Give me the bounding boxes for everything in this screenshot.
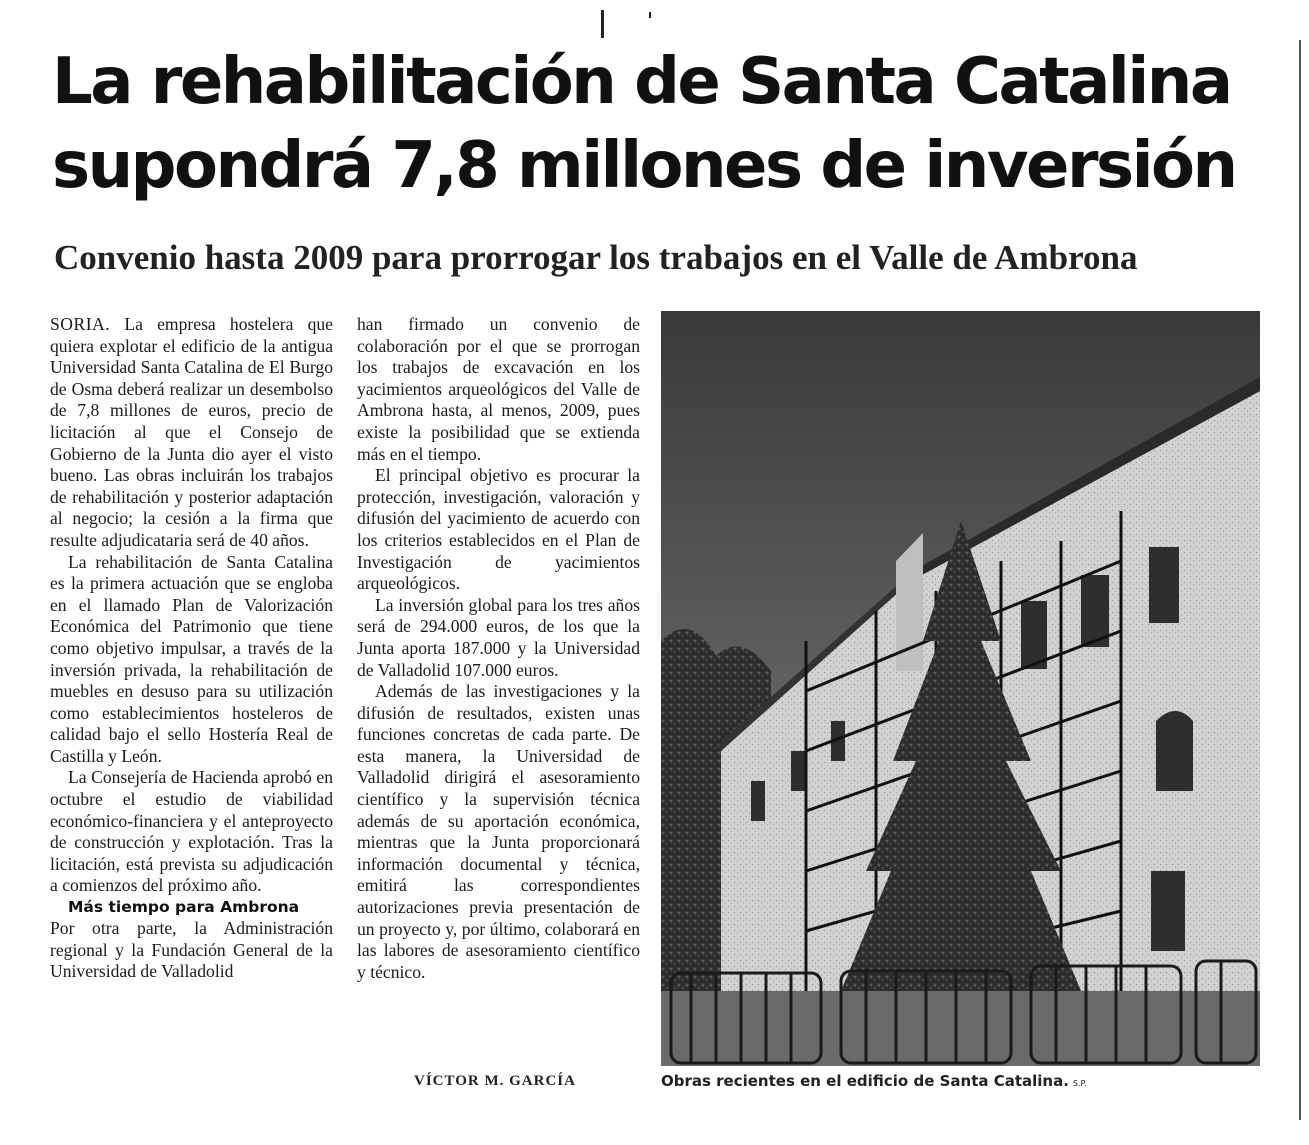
subheadline: Convenio hasta 2009 para prorrogar los trabajos en el Valle de Ambrona: [54, 238, 1138, 277]
scan-mark-left: [601, 10, 604, 38]
paragraph: La rehabilitación de Santa Catalina es la primera actuación que se engloba en el llamado Plan de Valorización Económica del Patrimonio que tiene como objetivo impulsar, a través de la inversión privada, la rehabilitación de muebles en desuso para su utilización como establecimientos hosteleros de calidad bajo el sello Hostería Real de Castilla y León.: [50, 551, 333, 766]
paragraph-text: La empresa hostelera que quiera explotar el edificio de la antigua Universidad Santa Catalina de El Burgo de Osma deberá realizar un desembolso de 7,8 millones de euros, precio de licitación al que el Consejo de Gobierno de la Junta dio ayer el visto bueno. Las obras incluirán los trabajos de rehabilitación y posterior adaptación al negocio; la cesión a la firma que resulte adjudicataria será de 40 años.: [50, 314, 333, 550]
paragraph: La inversión global para los tres años será de 294.000 euros, de los que la Junta aporta 187.000 y la Universidad de Valladolid 107.000 euros.: [357, 594, 640, 680]
headline-line-1: La rehabilitación de Santa Catalina: [52, 45, 1231, 119]
paragraph: El principal objetivo es procurar la protección, investigación, valoración y difusión del yacimiento de acuerdo con los criterios establecidos en el Plan de Investigación de yacimientos arqueológicos.: [357, 465, 640, 594]
dateline: SORIA.: [50, 314, 111, 334]
scan-mark-right: [649, 12, 651, 18]
paragraph: [50, 314, 333, 552]
text-column-1: [50, 314, 333, 983]
photo-caption: [661, 1072, 1087, 1090]
headline: [52, 40, 1252, 208]
paragraph: Por otra parte, la Administración regional y la Fundación General de la Universidad de Valladolid: [50, 918, 333, 982]
photo-credit: S.P.: [1072, 1079, 1087, 1088]
subsection-heading: Más tiempo para Ambrona: [68, 898, 300, 917]
ground: [661, 991, 1260, 1066]
paragraph: Además de las investigaciones y la difusión de resultados, existen unas funciones concretas de cada parte. De esta manera, la Universidad de Valladolid dirigirá el asesoramiento científico y la supervisión técnica además de su aportación económica, mientras que la Junta proporcionará información documental y técnica, emitirá las correspondientes autorizaciones previa presentación de un proyecto y, por último, colaborará en las labores de asesoramiento científico y técnico.: [357, 681, 640, 982]
news-photo: [661, 311, 1260, 1066]
page-edge-rule: [1299, 40, 1301, 1120]
caption-text: Obras recientes en el edificio de Santa Catalina.: [661, 1072, 1069, 1090]
byline: VÍCTOR M. GARCÍA: [414, 1073, 576, 1089]
text-column-2: [357, 314, 640, 983]
headline-line-2: supondrá 7,8 millones de inversión: [52, 129, 1236, 203]
paragraph: La Consejería de Hacienda aprobó en octubre el estudio de viabilidad económico-financiera y el anteproyecto de construcción y explotación. Tras la licitación, está prevista su adjudicación a comienzos del próximo año.: [50, 767, 333, 896]
paragraph: han firmado un convenio de colaboración por el que se prorrogan los trabajos de excavación en los yacimientos arqueológicos del Valle de Ambrona hasta, al menos, 2009, pues existe la posibilidad que se extienda más en el tiempo.: [357, 314, 640, 464]
